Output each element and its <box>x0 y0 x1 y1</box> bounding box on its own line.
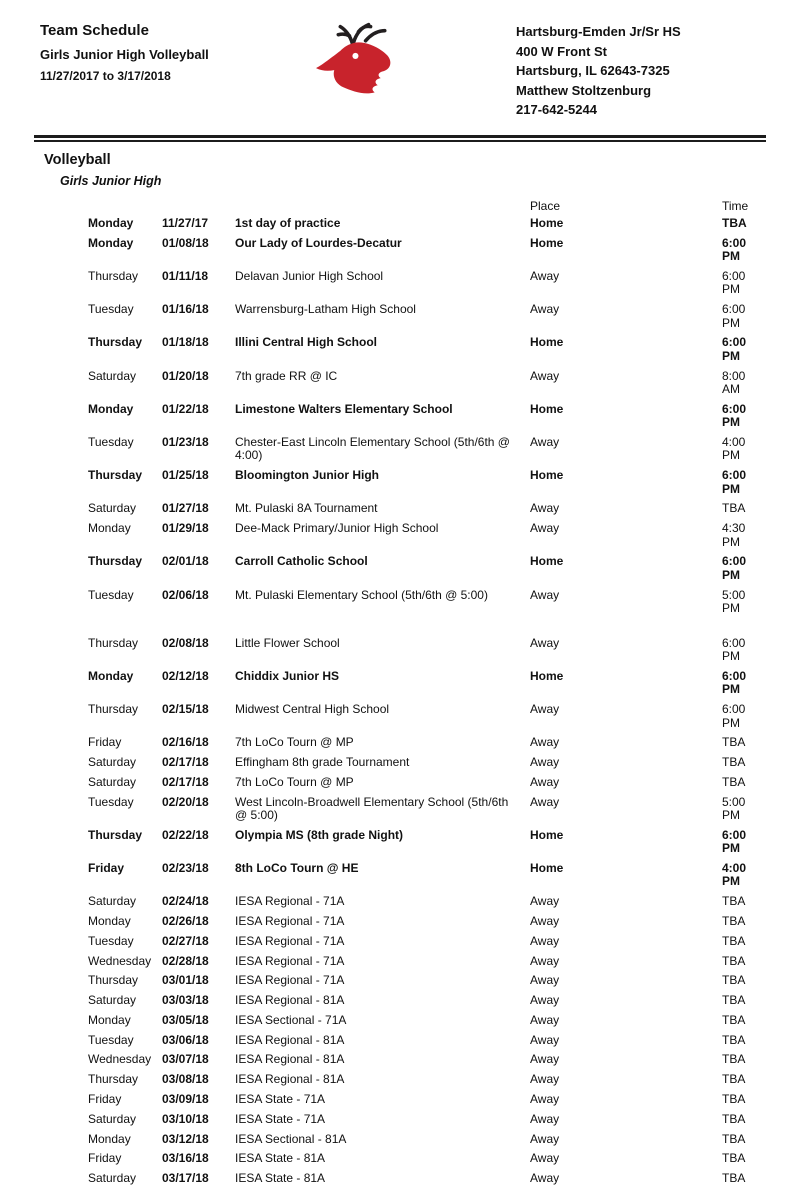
cell-event: 7th LoCo Tourn @ MP <box>235 774 354 789</box>
schedule-row <box>88 1169 760 1189</box>
cell-day: Monday <box>88 216 134 231</box>
schedule-table <box>88 198 760 1189</box>
col-header-event-spacer <box>235 198 530 201</box>
cell-time: TBA <box>722 913 746 928</box>
cell-date: 03/16/18 <box>162 1151 209 1166</box>
cell-date: 11/27/17 <box>162 216 209 231</box>
cell-time: 6:00 PM <box>722 401 747 430</box>
schedule-row <box>88 991 760 1011</box>
schedule-row <box>88 753 760 773</box>
cell-place: Home <box>530 216 564 231</box>
cell-date: 01/16/18 <box>162 302 209 317</box>
cell-day: Thursday <box>88 827 143 842</box>
cell-event: Olympia MS (8th grade Night) <box>235 827 404 842</box>
cell-place: Away <box>530 774 560 789</box>
cell-place: Away <box>530 933 560 948</box>
schedule-row <box>88 773 760 793</box>
schedule-row <box>88 519 760 552</box>
cell-place: Away <box>530 894 560 909</box>
cell-place: Away <box>530 435 560 449</box>
cell-time: 6:00 PM <box>722 468 747 496</box>
cell-place: Home <box>530 861 564 875</box>
cell-place: Away <box>530 1092 560 1106</box>
cell-time: 6:00 PM <box>722 554 747 582</box>
cell-event: IESA Regional - 81A <box>235 1032 345 1047</box>
school-info <box>516 20 760 120</box>
cell-place: Away <box>530 635 560 650</box>
cell-date: 03/12/18 <box>162 1131 209 1146</box>
cell-time: 6:00 PM <box>722 702 746 730</box>
cell-date: 01/23/18 <box>162 435 209 449</box>
cell-place: Away <box>530 973 560 988</box>
cell-time: TBA <box>722 1111 746 1126</box>
cell-date: 03/10/18 <box>162 1111 209 1126</box>
cell-date: 03/17/18 <box>162 1171 209 1186</box>
cell-date: 03/03/18 <box>162 993 209 1008</box>
cell-day: Tuesday <box>88 1032 134 1047</box>
contact-phone: 217-642-5244 <box>516 102 597 117</box>
cell-event: 7th LoCo Tourn @ MP <box>235 735 354 750</box>
season-date-range: 11/27/2017 to 3/17/2018 <box>40 69 171 83</box>
schedule-row <box>88 1030 760 1050</box>
cell-day: Tuesday <box>88 933 134 948</box>
cell-date: 03/05/18 <box>162 1012 209 1027</box>
cell-event: 8th LoCo Tourn @ HE <box>235 861 359 875</box>
cell-day: Monday <box>88 401 134 416</box>
schedule-row <box>88 333 760 366</box>
cell-event: IESA State - 81A <box>235 1171 326 1186</box>
cell-time: 4:00 PM <box>722 435 746 463</box>
cell-date: 01/08/18 <box>162 235 209 250</box>
header-left <box>40 20 312 83</box>
schedule-row <box>88 466 760 499</box>
cell-place: Away <box>530 735 560 750</box>
cell-event: Warrensburg-Latham High School <box>235 302 416 317</box>
cell-day: Thursday <box>88 335 143 350</box>
cell-event: Chiddix Junior HS <box>235 668 340 683</box>
cell-day: Saturday <box>88 368 137 383</box>
cell-place: Away <box>530 755 560 770</box>
cell-place: Away <box>530 368 560 383</box>
cell-event: Dee-Mack Primary/Junior High School <box>235 521 439 536</box>
cell-day: Saturday <box>88 894 137 909</box>
cell-time: TBA <box>722 216 747 231</box>
stag-head-logo-icon <box>312 20 408 102</box>
cell-place: Home <box>530 554 564 569</box>
cell-date: 02/22/18 <box>162 827 209 842</box>
page-header <box>0 0 800 120</box>
cell-day: Saturday <box>88 755 137 770</box>
cell-date: 03/06/18 <box>162 1032 209 1047</box>
cell-event: Illini Central High School <box>235 335 378 350</box>
cell-time: TBA <box>722 973 746 988</box>
cell-day: Thursday <box>88 702 139 717</box>
cell-time: 6:00 PM <box>722 335 747 363</box>
sport-title: Volleyball <box>44 151 111 168</box>
school-name: Hartsburg-Emden Jr/Sr HS <box>516 24 681 39</box>
cell-day: Saturday <box>88 774 137 789</box>
cell-date: 02/01/18 <box>162 554 209 569</box>
cell-place: Away <box>530 269 560 284</box>
cell-event: Little Flower School <box>235 635 340 650</box>
cell-event: Effingham 8th grade Tournament <box>235 755 410 770</box>
cell-day: Wednesday <box>88 953 152 968</box>
cell-event: Limestone Walters Elementary School <box>235 401 453 416</box>
schedule-row <box>88 585 760 618</box>
cell-time: TBA <box>722 501 746 516</box>
cell-date: 02/24/18 <box>162 894 209 909</box>
table-body <box>88 214 760 1189</box>
cell-place: Home <box>530 468 564 483</box>
cell-day: Monday <box>88 1131 131 1146</box>
schedule-row <box>88 634 760 667</box>
cell-place: Home <box>530 668 564 683</box>
cell-time: TBA <box>722 735 746 750</box>
cell-time: TBA <box>722 1032 746 1047</box>
cell-event: IESA Regional - 71A <box>235 973 345 988</box>
cell-event: IESA Regional - 81A <box>235 993 345 1008</box>
cell-time: TBA <box>722 933 746 948</box>
cell-day: Tuesday <box>88 587 134 602</box>
cell-event: IESA Regional - 71A <box>235 933 345 948</box>
cell-day: Monday <box>88 521 131 536</box>
cell-day: Saturday <box>88 993 137 1008</box>
schedule-row <box>88 1110 760 1130</box>
cell-place: Home <box>530 827 564 842</box>
cell-place: Away <box>530 501 560 516</box>
cell-place: Away <box>530 913 560 928</box>
cell-date: 02/15/18 <box>162 702 209 717</box>
cell-day: Saturday <box>88 1171 137 1186</box>
cell-date: 01/20/18 <box>162 368 209 383</box>
cell-date: 02/20/18 <box>162 794 209 809</box>
cell-place: Away <box>530 1151 560 1166</box>
cell-day: Friday <box>88 735 122 750</box>
cell-place: Away <box>530 702 560 717</box>
header-divider <box>34 135 766 142</box>
contact-name: Matthew Stoltzenburg <box>516 82 652 98</box>
cell-day: Saturday <box>88 501 137 516</box>
cell-event: Delavan Junior High School <box>235 269 384 284</box>
cell-time: 5:00 PM <box>722 587 746 615</box>
cell-day: Thursday <box>88 1072 139 1087</box>
cell-time: TBA <box>722 894 746 909</box>
cell-date: 02/26/18 <box>162 913 209 928</box>
cell-time: 6:00 PM <box>722 635 746 664</box>
cell-time: TBA <box>722 993 746 1008</box>
cell-day: Thursday <box>88 468 143 483</box>
cell-day: Saturday <box>88 1111 137 1126</box>
schedule-row <box>88 1149 760 1169</box>
cell-place: Away <box>530 1171 560 1186</box>
cell-date: 03/01/18 <box>162 973 209 988</box>
cell-date: 02/17/18 <box>162 755 209 770</box>
cell-date: 01/18/18 <box>162 335 209 350</box>
cell-date: 02/28/18 <box>162 953 209 968</box>
cell-time: TBA <box>722 1171 746 1186</box>
col-header-day-spacer <box>88 198 162 201</box>
cell-time: TBA <box>722 953 746 968</box>
cell-event: IESA State - 71A <box>235 1111 326 1126</box>
schedule-row <box>88 892 760 912</box>
cell-time: TBA <box>722 1012 746 1027</box>
schedule-row <box>88 700 760 733</box>
cell-event: IESA Regional - 71A <box>235 953 345 968</box>
schedule-row <box>88 932 760 952</box>
school-address-line2: Hartsburg, IL 62643-7325 <box>516 63 670 78</box>
cell-event: Mt. Pulaski 8A Tournament <box>235 501 378 516</box>
cell-event: IESA Sectional - 71A <box>235 1012 347 1027</box>
cell-event: Bloomington Junior High <box>235 468 379 483</box>
cell-time: 6:00 PM <box>722 302 746 330</box>
cell-day: Wednesday <box>88 1052 152 1067</box>
cell-event: West Lincoln-Broadwell Elementary School (5th/6th @ 5:00) <box>235 794 509 823</box>
cell-day: Tuesday <box>88 794 134 809</box>
cell-event: Midwest Central High School <box>235 702 390 717</box>
cell-event: IESA Regional - 81A <box>235 1072 345 1087</box>
schedule-row <box>88 1090 760 1110</box>
cell-place: Away <box>530 1032 560 1047</box>
schedule-row <box>88 1011 760 1031</box>
schedule-row <box>88 267 760 300</box>
cell-place: Away <box>530 794 560 809</box>
cell-date: 02/12/18 <box>162 668 209 683</box>
cell-day: Thursday <box>88 269 139 284</box>
cell-date: 02/17/18 <box>162 774 209 789</box>
cell-day: Monday <box>88 913 131 928</box>
schedule-row <box>88 733 760 753</box>
cell-time: 6:00 PM <box>722 235 747 264</box>
schedule-row <box>88 552 760 585</box>
cell-time: 5:00 PM <box>722 794 746 823</box>
cell-time: 6:00 PM <box>722 827 747 856</box>
school-address-line1: 400 W Front St <box>516 43 608 59</box>
cell-time: TBA <box>722 1131 746 1146</box>
schedule-row <box>88 826 760 859</box>
cell-day: Thursday <box>88 554 143 569</box>
cell-date: 01/27/18 <box>162 501 209 516</box>
schedule-row <box>88 499 760 519</box>
cell-time: TBA <box>722 1092 746 1106</box>
cell-day: Friday <box>88 1092 122 1106</box>
cell-day: Tuesday <box>88 435 134 449</box>
table-header-row <box>88 198 760 214</box>
schedule-row <box>88 366 760 399</box>
schedule-row <box>88 400 760 433</box>
cell-event: Our Lady of Lourdes-Decatur <box>235 235 402 250</box>
cell-place: Away <box>530 587 560 602</box>
cell-time: 4:00 PM <box>722 861 747 889</box>
cell-place: Away <box>530 1052 560 1067</box>
cell-day: Friday <box>88 861 125 875</box>
cell-date: 02/16/18 <box>162 735 209 750</box>
cell-day: Tuesday <box>88 302 134 317</box>
cell-place: Away <box>530 1012 560 1027</box>
cell-date: 02/27/18 <box>162 933 209 948</box>
cell-place: Away <box>530 302 560 317</box>
cell-event: Mt. Pulaski Elementary School (5th/6th @ 5:00) <box>235 587 488 602</box>
schedule-row <box>88 1129 760 1149</box>
cell-time: TBA <box>722 1052 746 1067</box>
cell-time: TBA <box>722 1151 746 1166</box>
schedule-row <box>88 1050 760 1070</box>
cell-event: Carroll Catholic School <box>235 554 368 569</box>
cell-event: IESA Regional - 71A <box>235 894 345 909</box>
cell-place: Home <box>530 401 564 416</box>
schedule-row <box>88 214 760 234</box>
schedule-row <box>88 667 760 700</box>
col-header-date-spacer <box>162 198 235 201</box>
cell-event: IESA State - 71A <box>235 1092 326 1106</box>
cell-place: Away <box>530 1131 560 1146</box>
cell-date: 02/08/18 <box>162 635 209 650</box>
page-title: Team Schedule <box>40 22 149 39</box>
cell-date: 01/29/18 <box>162 521 209 536</box>
cell-event: IESA Sectional - 81A <box>235 1131 347 1146</box>
cell-event: IESA Regional - 81A <box>235 1052 345 1067</box>
cell-time: TBA <box>722 755 746 770</box>
cell-place: Home <box>530 335 564 350</box>
schedule-row <box>88 234 760 267</box>
cell-event: 7th grade RR @ IC <box>235 368 338 383</box>
schedule-row <box>88 792 760 825</box>
cell-date: 01/11/18 <box>162 269 209 284</box>
cell-date: 01/25/18 <box>162 468 209 483</box>
cell-date: 03/08/18 <box>162 1072 209 1087</box>
cell-place: Home <box>530 235 564 250</box>
cell-event: IESA State - 81A <box>235 1151 326 1166</box>
cell-day: Friday <box>88 1151 122 1166</box>
schedule-row <box>88 1070 760 1090</box>
schedule-row <box>88 300 760 333</box>
cell-day: Thursday <box>88 973 139 988</box>
cell-time: 6:00 PM <box>722 269 746 297</box>
cell-place: Away <box>530 1111 560 1126</box>
schedule-row <box>88 433 760 466</box>
cell-place: Away <box>530 521 560 536</box>
cell-date: 03/09/18 <box>162 1092 209 1106</box>
cell-time: TBA <box>722 774 746 789</box>
cell-place: Away <box>530 1072 560 1087</box>
cell-date: 02/06/18 <box>162 587 209 602</box>
cell-time: 4:30 PM <box>722 521 746 549</box>
cell-event: IESA Regional - 71A <box>235 913 345 928</box>
cell-place: Away <box>530 993 560 1008</box>
cell-event: Chester-East Lincoln Elementary School (5th/6th @ 4:00) <box>235 435 510 463</box>
cell-day: Monday <box>88 235 134 250</box>
cell-day: Monday <box>88 1012 131 1027</box>
schedule-row <box>88 912 760 932</box>
col-header-place: Place <box>530 198 561 213</box>
schedule-row <box>88 859 760 892</box>
cell-date: 01/22/18 <box>162 401 209 416</box>
team-name: Girls Junior High Volleyball <box>40 47 209 62</box>
cell-event: 1st day of practice <box>235 216 341 231</box>
cell-date: 02/23/18 <box>162 861 209 875</box>
cell-time: 8:00 AM <box>722 368 746 397</box>
cell-day: Monday <box>88 668 134 683</box>
cell-time: 6:00 PM <box>722 668 747 697</box>
cell-day: Thursday <box>88 635 139 650</box>
division-title: Girls Junior High <box>60 173 162 188</box>
col-header-time: Time <box>722 198 749 213</box>
schedule-row <box>88 951 760 971</box>
schedule-row <box>88 971 760 991</box>
cell-time: TBA <box>722 1072 746 1087</box>
section-heading <box>0 142 800 188</box>
cell-place: Away <box>530 953 560 968</box>
cell-date: 03/07/18 <box>162 1052 209 1067</box>
